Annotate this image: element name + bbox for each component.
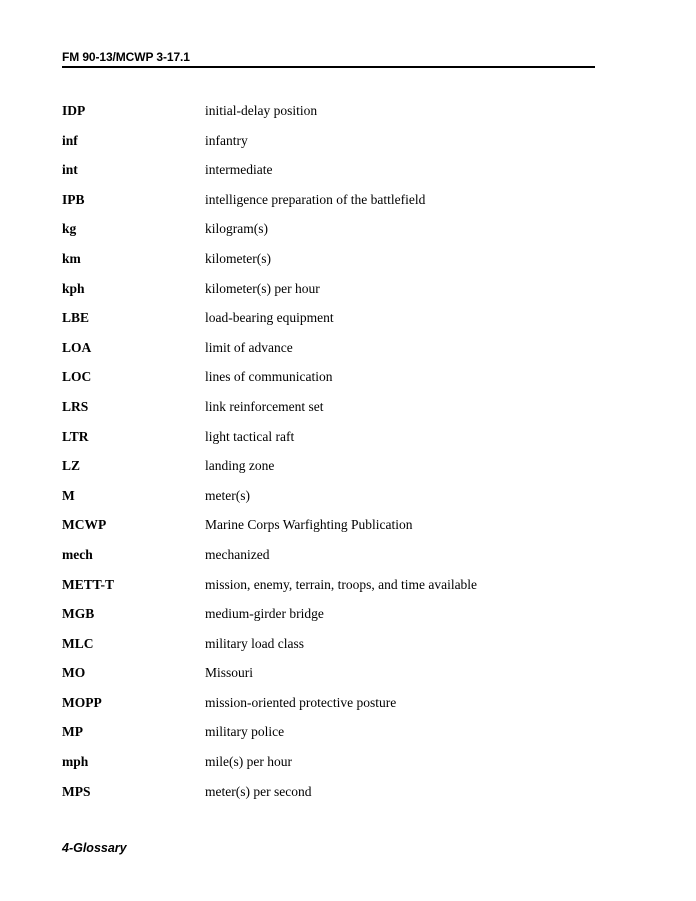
glossary-definition: military police: [205, 724, 285, 740]
glossary-term: kph: [62, 280, 85, 296]
glossary-term: LOC: [62, 369, 92, 385]
glossary-term: LOA: [62, 339, 92, 355]
glossary-entry: [62, 723, 602, 753]
running-header: FM 90-13/MCWP 3-17.1: [62, 50, 190, 64]
glossary-term: LZ: [62, 458, 81, 474]
glossary-definition: medium-girder bridge: [205, 606, 324, 622]
glossary-entry: [62, 664, 602, 694]
glossary-entry: [62, 398, 602, 428]
glossary-definition: infantry: [205, 132, 248, 148]
glossary-term: km: [62, 250, 81, 266]
glossary-term: MPS: [62, 783, 91, 799]
glossary-entry: [62, 428, 602, 458]
glossary-entry: [62, 783, 602, 813]
glossary-term: METT-T: [62, 576, 115, 592]
glossary-definition: mechanized: [205, 546, 270, 562]
glossary-term: IDP: [62, 103, 86, 118]
glossary-entry: [62, 516, 602, 546]
glossary-entry: [62, 635, 602, 665]
glossary-definition: initial-delay position: [205, 103, 318, 118]
glossary-term: MO: [62, 665, 86, 681]
glossary-term: kg: [62, 221, 77, 237]
glossary-term: int: [62, 162, 78, 178]
glossary-term: mech: [62, 546, 93, 562]
glossary-definition: kilometer(s): [205, 250, 271, 266]
glossary-term: M: [62, 487, 75, 503]
glossary-definition: mission-oriented protective posture: [205, 694, 397, 710]
glossary-definition: kilometer(s) per hour: [205, 280, 320, 296]
glossary-term: LTR: [62, 428, 89, 444]
glossary-definition: intermediate: [205, 162, 273, 178]
glossary-definition: Marine Corps Warfighting Publication: [205, 517, 413, 533]
glossary-entry: [62, 487, 602, 517]
glossary-term: IPB: [62, 191, 85, 207]
glossary-definition: lines of communication: [205, 369, 333, 385]
glossary-definition: mile(s) per hour: [205, 754, 292, 770]
glossary-entry: [62, 250, 602, 280]
glossary-term: LRS: [62, 398, 89, 414]
glossary-entry: [62, 102, 602, 132]
header-rule: [62, 66, 595, 68]
glossary-term: MP: [62, 724, 83, 740]
glossary-definition: landing zone: [205, 458, 275, 474]
glossary-entry: [62, 280, 602, 310]
glossary-term: MLC: [62, 635, 94, 651]
glossary-term: MCWP: [62, 517, 107, 533]
glossary-entry: [62, 694, 602, 724]
glossary-definition: Missouri: [205, 665, 254, 681]
glossary-definition: light tactical raft: [205, 428, 295, 444]
glossary-entry: [62, 161, 602, 191]
glossary-entry: [62, 339, 602, 369]
glossary-definition: mission, enemy, terrain, troops, and time available: [205, 576, 478, 592]
glossary-definition: kilogram(s): [205, 221, 268, 237]
glossary-entry: [62, 576, 602, 606]
glossary-definition: intelligence preparation of the battlefield: [205, 191, 426, 207]
glossary-definition: load-bearing equipment: [205, 310, 334, 326]
glossary-term: MGB: [62, 606, 95, 622]
glossary-entry: [62, 220, 602, 250]
glossary-entry: [62, 546, 602, 576]
glossary-definition: link reinforcement set: [205, 398, 324, 414]
page-footer: 4-Glossary: [62, 841, 127, 855]
glossary-entry: [62, 368, 602, 398]
glossary-term: LBE: [62, 310, 90, 326]
glossary-term: MOPP: [62, 694, 102, 710]
glossary-entry: [62, 457, 602, 487]
glossary-definition: military load class: [205, 635, 304, 651]
glossary-list: [62, 102, 602, 812]
glossary-entry: [62, 191, 602, 221]
glossary-definition: limit of advance: [205, 339, 293, 355]
glossary-term: mph: [62, 754, 89, 770]
glossary-term: inf: [62, 132, 78, 148]
glossary-entry: [62, 605, 602, 635]
glossary-entry: [62, 309, 602, 339]
glossary-definition: meter(s): [205, 487, 250, 503]
glossary-entry: [62, 132, 602, 162]
glossary-definition: meter(s) per second: [205, 783, 312, 799]
glossary-entry: [62, 753, 602, 783]
